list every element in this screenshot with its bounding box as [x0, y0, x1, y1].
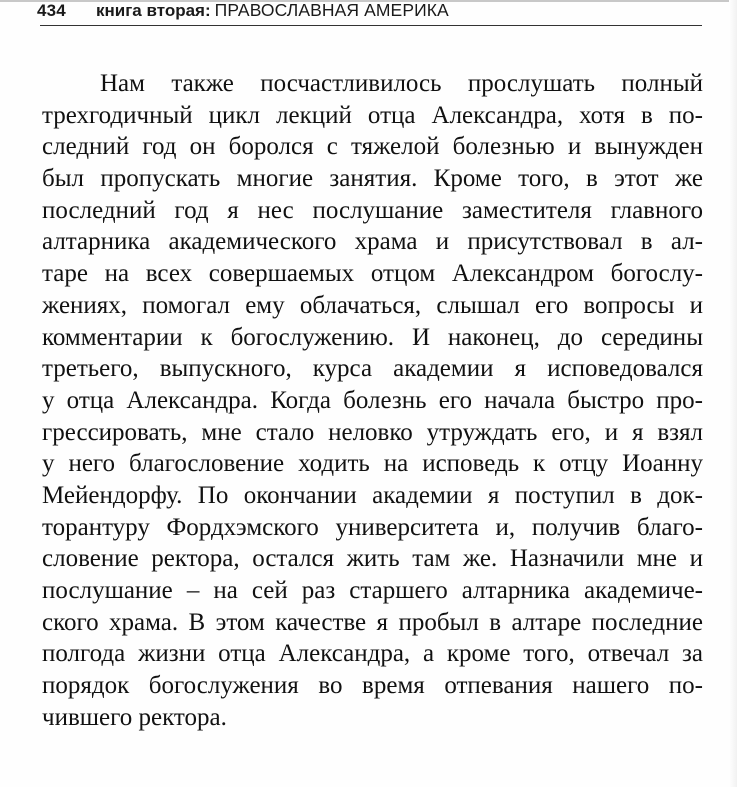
text-line: ского храма. В этом качестве я пробыл в алтаре последние [42, 608, 703, 636]
text-line: трехгодичный цикл лекций отца Александра, хотя в по- [42, 101, 703, 129]
text-line: был пропускать многие занятия. Кроме того, в этот же [42, 165, 703, 193]
scan-right-edge-shadow [729, 0, 737, 787]
running-head-rule [40, 25, 702, 26]
text-line: послушание – на сей раз старшего алтарника академиче- [42, 577, 703, 604]
text-line: следний год он боролся с тяжелой болезнью и вынужден [42, 133, 703, 161]
text-line: таре на всех совершаемых отцом Александром богослу- [42, 260, 703, 288]
page-number: 434 [37, 1, 66, 20]
text-line: у отца Александра. Когда болезнь его начала быстро про- [42, 386, 703, 414]
text-line: комментарии к богослужению. И наконец, до середины [42, 323, 703, 351]
text-line: словение ректора, остался жить там же. Назначили мне и [42, 545, 703, 573]
text-line: Мейендорфу. По окончании академии я поступил в док- [42, 481, 703, 509]
text-line-last: чившего ректора. [42, 703, 227, 731]
text-line: Нам также посчастливилось прослушать полный [100, 70, 703, 97]
text-line: полгода жизни отца Александра, а кроме того, отвечал за [42, 640, 703, 668]
text-line: жениях, помогал ему облачаться, слышал его вопросы и [42, 291, 703, 319]
running-head-separator: : [204, 1, 211, 20]
book-title: ПРАВОСЛАВНАЯ АМЕРИКА [214, 0, 449, 20]
text-line: алтарника академического храма и присутствовал в ал- [42, 228, 703, 256]
text-line: грессировать, мне стало неловко утруждать его, и я взял [42, 418, 703, 446]
text-line: у него благословение ходить на исповедь к отцу Иоанну [42, 450, 703, 478]
book-part-label: книга вторая [96, 1, 205, 20]
running-head [37, 0, 449, 22]
body-paragraph [42, 68, 703, 733]
text-line: торантуру Фордхэмского университета и, получив благо- [42, 513, 703, 541]
text-line: третьего, выпускного, курса академии я исповедовался [42, 355, 703, 383]
text-line: последний год я нес послушание заместителя главного [42, 196, 703, 224]
text-line: порядок богослужения во время отпевания нашего по- [42, 672, 703, 700]
